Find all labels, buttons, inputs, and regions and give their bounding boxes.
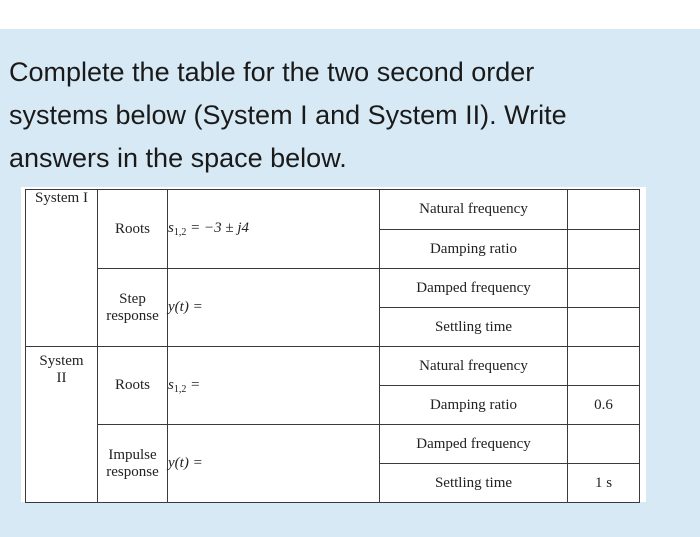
system-2-answer-damped-frequency[interactable] (568, 425, 640, 464)
system-2-impulse-expression: y(t) = (168, 425, 380, 503)
system-2-param-damped-frequency: Damped frequency (380, 425, 568, 464)
roots-var: s (168, 376, 174, 393)
system-1-answer-settling-time[interactable] (568, 308, 640, 347)
systems-table (25, 189, 640, 503)
table-sheet (21, 187, 646, 502)
impulse-label-line-2: response (106, 463, 159, 480)
step-label-line-2: response (106, 307, 159, 324)
system-2-param-damping-ratio: Damping ratio (380, 386, 568, 425)
roots-rhs: = −3 ± j4 (186, 220, 249, 236)
table-row (26, 425, 640, 464)
system-1-label-text: System I (35, 190, 88, 206)
table-row (26, 190, 640, 230)
system-2-param-natural-frequency: Natural frequency (380, 347, 568, 386)
system-1-param-damped-frequency: Damped frequency (380, 269, 568, 308)
system-1-answer-damping-ratio[interactable] (568, 230, 640, 269)
step-label-line-1: Step (119, 290, 146, 307)
system-1-label (26, 190, 98, 347)
system-2-roots-label: Roots (98, 347, 168, 425)
table-row (26, 269, 640, 308)
system-2-answer-settling-time[interactable]: 1 s (568, 464, 640, 503)
roots-var: s (168, 220, 174, 236)
roots-rhs: = (186, 376, 201, 393)
table-row (26, 347, 640, 386)
system-2-answer-natural-frequency[interactable] (568, 347, 640, 386)
system-2-label-line-2: II (56, 370, 67, 386)
question-text (9, 51, 689, 180)
question-line-2: systems below (System I and System II). Write (9, 100, 567, 130)
system-2-answer-damping-ratio[interactable]: 0.6 (568, 386, 640, 425)
system-1-roots-label: Roots (98, 190, 168, 269)
impulse-label-line-1: Impulse (108, 446, 157, 463)
system-1-step-label (98, 269, 168, 347)
system-2-param-settling-time: Settling time (380, 464, 568, 503)
question-line-1: Complete the table for the two second order (9, 57, 535, 87)
system-2-label-line-1: System (39, 353, 84, 369)
system-1-param-natural-frequency: Natural frequency (380, 190, 568, 230)
system-2-impulse-label (98, 425, 168, 503)
question-line-3: answers in the space below. (9, 143, 347, 173)
system-1-step-expression: y(t) = (168, 269, 380, 347)
system-2-roots-expression (168, 347, 380, 425)
system-1-param-settling-time: Settling time (380, 308, 568, 347)
system-1-answer-damped-frequency[interactable] (568, 269, 640, 308)
system-2-label (26, 347, 98, 503)
system-1-roots-expression (168, 190, 380, 269)
system-1-param-damping-ratio: Damping ratio (380, 230, 568, 269)
roots-subscript: 1,2 (173, 383, 187, 395)
roots-subscript: 1,2 (173, 227, 187, 238)
system-1-answer-natural-frequency[interactable] (568, 190, 640, 230)
